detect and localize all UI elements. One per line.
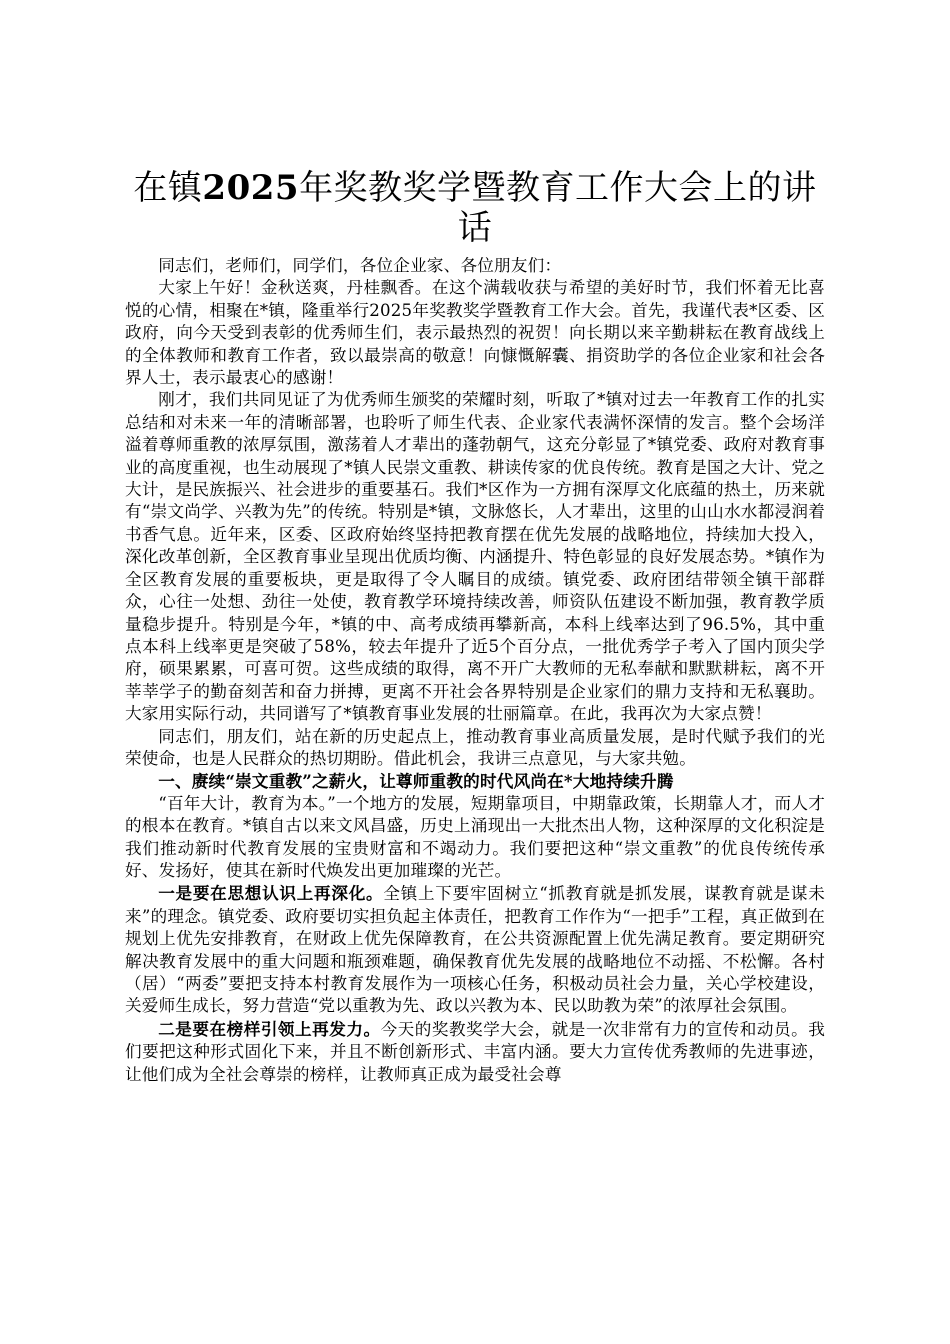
point-2-text: 今天的奖教奖学大会，就是一次非常有力的宣传和动员。我们要把这种形式固化下来，并且不断创新形式、丰富内涵。要大力宣传优秀教师的先进事迹，让他们成为全社会尊崇的榜样，让教师真正成为最受社会尊 — [125, 1019, 825, 1084]
page-title — [125, 168, 825, 248]
salutation: 同志们，老师们，同学们，各位企业家、各位朋友们： — [158, 256, 562, 275]
title-suffix: 年奖教奖学暨教育工作大会上的讲话 — [299, 168, 817, 248]
point-1-lead: 一是要在思想认识上再深化。 — [158, 883, 384, 904]
speech-body — [125, 255, 825, 1086]
paragraph-transition: 同志们，朋友们，站在新的历史起点上，推动教育事业高质量发展，是时代赋予我们的光荣使命，也是人民群众的热切期盼。借此机会，我讲三点意见，与大家共勉。 — [125, 726, 825, 768]
title-year: 2025 — [202, 168, 300, 208]
paragraph-section-1-intro: “百年大计，教育为本。”一个地方的发展，短期靠项目，中期靠政策，长期靠人才，而人才的根本在教育。*镇自古以来文风昌盛，历史上涌现出一大批杰出人物，这种深厚的文化积淀是我们推动新时代教育发展的宝贵财富和不竭动力。我们要把这种“崇文重教”的优良传统传承好、发扬好，使其在新时代焕发出更加璀璨的光芒。 — [125, 793, 825, 880]
paragraph-point-2 — [125, 1018, 825, 1086]
paragraph-point-1 — [125, 882, 825, 1017]
section-heading-1: 一、赓续“崇文重教”之薪火，让尊师重教的时代风尚在*大地持续升腾 — [158, 771, 674, 792]
title-prefix: 在镇 — [133, 168, 203, 208]
point-2-lead: 二是要在榜样引领上再发力。 — [158, 1018, 381, 1039]
point-1-text: 全镇上下要牢固树立“抓教育就是抓发展，谋教育就是谋未来”的理念。镇党委、政府要切实担负起主体责任，把教育工作作为“一把手”工程，真正做到在规划上优先安排教育，在财政上优先保障教育，在公共资源配置上优先满足教育。要定期研究解决教育发展中的重大问题和瓶颈难题，确保教育优先发展的战略地位不动摇、不松懈。各村（居）“两委”要把支持本村教育发展作为一项核心任务，积极动员社会力量，关心学校建设，关爱师生成长，努力营造“党以重教为先、政以兴教为本、民以助教为荣”的浓厚社会氛围。 — [125, 884, 825, 1016]
paragraph-opening: 大家上午好！金秋送爽，丹桂飘香。在这个满载收获与希望的美好时节，我们怀着无比喜悦的心情，相聚在*镇，隆重举行2025年奖教奖学暨教育工作大会。首先，我谨代表*区委、区政府，向今天受到表彰的优秀师生们，表示最热烈的祝贺！向长期以来辛勤耕耘在教育战线上的全体教师和教育工作者，致以最崇高的敬意！向慷慨解囊、捐资助学的各位企业家和社会各界人士，表示最衷心的感谢！ — [125, 278, 825, 388]
paragraph-achievements: 刚才，我们共同见证了为优秀师生颁奖的荣耀时刻，听取了*镇对过去一年教育工作的扎实总结和对未来一年的清晰部署，也聆听了师生代表、企业家代表满怀深情的发言。整个会场洋溢着尊师重教的浓厚氛围，激荡着人才辈出的蓬勃朝气，这充分彰显了*镇党委、政府对教育事业的高度重视，也生动展现了*镇人民崇文重教、耕读传家的优良传统。教育是国之大计、党之大计，是民族振兴、社会进步的重要基石。我们*区作为一方拥有深厚文化底蕴的热土，历来就有“崇文尚学、兴教为先”的传统。特别是*镇，文脉悠长，人才辈出，这里的山山水水都浸润着书香气息。近年来，区委、区政府始终坚持把教育摆在优先发展的战略地位，持续加大投入，深化改革创新，全区教育事业呈现出优质均衡、内涵提升、特色彰显的良好发展态势。*镇作为全区教育发展的重要板块，更是取得了令人瞩目的成绩。镇党委、政府团结带领全镇干部群众，心往一处想、劲往一处使，教育教学环境持续改善，师资队伍建设不断加强，教育教学质量稳步提升。特别是今年，*镇的中、高考成绩再攀新高，本科上线率达到了96.5%，其中重点本科上线率更是突破了58%，较去年提升了近5个百分点，一批优秀学子考入了国内顶尖学府，硕果累累，可喜可贺。这些成绩的取得，离不开广大教师的无私奉献和默默耕耘，离不开莘莘学子的勤奋刻苦和奋力拼搏，更离不开社会各界特别是企业家们的鼎力支持和无私襄助。大家用实际行动，共同谱写了*镇教育事业发展的壮丽篇章。在此，我再次为大家点赞！ — [125, 390, 825, 724]
